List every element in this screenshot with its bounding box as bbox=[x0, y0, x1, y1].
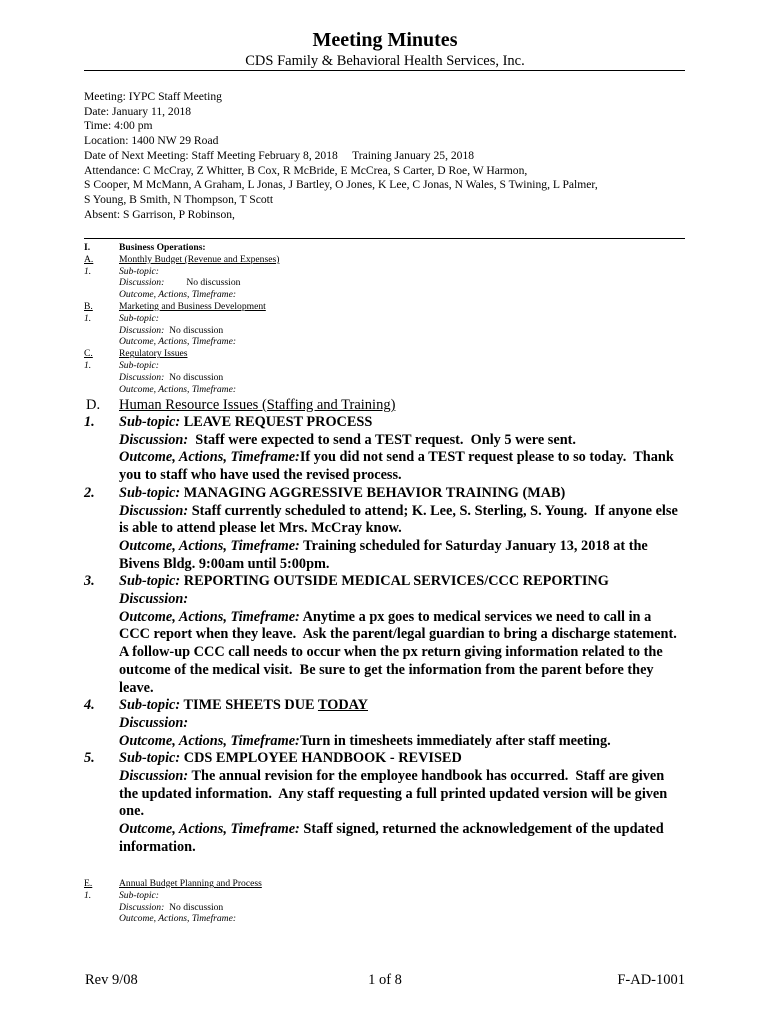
section-i-heading bbox=[84, 242, 684, 254]
discussion-label: Discussion: bbox=[119, 768, 189, 785]
section-e-subtopic bbox=[84, 890, 684, 902]
discussion-text: Staff currently scheduled to attend; K. Lee, S. Sterling, S. Young. If anyone else is able to attend please let Mrs. McCray know. bbox=[119, 502, 682, 537]
subtopic-title: MANAGING AGGRESSIVE BEHAVIOR TRAINING (MAB) bbox=[183, 484, 566, 501]
document-title: Meeting Minutes bbox=[312, 29, 458, 51]
section-letter: B. bbox=[84, 300, 93, 312]
section-b-heading bbox=[84, 301, 684, 313]
subtopic-label: Sub-topic: bbox=[119, 573, 181, 590]
subtopic-label: Sub-topic: bbox=[119, 414, 181, 430]
meeting-time: Time: 4:00 pm bbox=[84, 119, 153, 133]
absent-list: Absent: S Garrison, P Robinson, bbox=[84, 207, 235, 221]
footer-revision: Rev 9/08 bbox=[85, 972, 138, 988]
discussion-value: No discussion bbox=[169, 901, 224, 913]
section-a-heading bbox=[84, 254, 684, 266]
section-number: I. bbox=[84, 242, 91, 253]
section-letter: D. bbox=[86, 397, 101, 413]
attendance-line-3: S Young, B Smith, N Thompson, T Scott bbox=[84, 192, 274, 206]
section-c-outcome bbox=[84, 384, 684, 396]
hr-item-3 bbox=[84, 573, 684, 697]
discussion-value: No discussion bbox=[169, 371, 224, 383]
attendance-line-2: S Cooper, M McMann, A Graham, L Jonas, J Bartley, O Jones, K Lee, C Jonas, N Wales, S Twining, L Palmer, bbox=[84, 178, 598, 192]
subtopic-title: CDS EMPLOYEE HANDBOOK - REVISED bbox=[183, 750, 462, 767]
item-number: 1. bbox=[84, 265, 92, 277]
section-title: Human Resource Issues (Staffing and Training) bbox=[119, 397, 396, 413]
outcome-text: If you did not send a TEST request please to so today. Thank you to staff who have used the revised process. bbox=[119, 449, 678, 484]
section-e-discussion bbox=[84, 902, 684, 914]
subtopic-emphasis: TODAY bbox=[317, 697, 368, 714]
outcome-label: Outcome, Actions, Timeframe: bbox=[119, 289, 237, 301]
discussion-text: Staff were expected to send a TEST request. Only 5 were sent. bbox=[195, 431, 576, 448]
item-number: 1. bbox=[84, 414, 95, 430]
discussion-label: Discussion: bbox=[119, 901, 165, 913]
discussion-label: Discussion: bbox=[119, 714, 189, 731]
section-c-subtopic bbox=[84, 360, 684, 372]
next-meeting: Date of Next Meeting: Staff Meeting February 8, 2018 Training January 25, 2018 bbox=[84, 148, 475, 162]
subtopic-label: Sub-topic: bbox=[119, 889, 159, 901]
discussion-label: Discussion: bbox=[119, 324, 165, 336]
hr-item-2 bbox=[84, 485, 684, 574]
outcome-label: Outcome, Actions, Timeframe: bbox=[119, 449, 300, 466]
subtopic-label: Sub-topic: bbox=[119, 312, 159, 324]
hr-items-list bbox=[84, 414, 684, 857]
section-letter: E. bbox=[84, 878, 93, 889]
section-c-discussion bbox=[84, 372, 684, 384]
meeting-name: Meeting: IYPC Staff Meeting bbox=[84, 90, 222, 103]
meeting-date: Date: January 11, 2018 bbox=[84, 104, 192, 118]
subtopic-title: REPORTING OUTSIDE MEDICAL SERVICES/CCC REPORTING bbox=[183, 573, 609, 590]
item-number: 1. bbox=[84, 312, 92, 324]
outcome-text: Training scheduled for Saturday January 13, 2018 at the Bivens Bldg. 9:00am until 5:00pm. bbox=[119, 537, 648, 572]
item-number: 4. bbox=[84, 697, 95, 714]
outcome-label: Outcome, Actions, Timeframe: bbox=[119, 821, 300, 838]
meeting-header bbox=[84, 90, 684, 222]
section-title: Regulatory Issues bbox=[119, 348, 188, 360]
item-number: 2. bbox=[84, 484, 95, 501]
subtopic-label: Sub-topic: bbox=[119, 265, 159, 277]
subtopic-label: Sub-topic: bbox=[119, 359, 159, 371]
section-a-outcome bbox=[84, 289, 684, 301]
outcome-label: Outcome, Actions, Timeframe: bbox=[119, 913, 237, 925]
discussion-value: No discussion bbox=[186, 277, 241, 289]
section-letter: A. bbox=[84, 253, 94, 265]
item-number: 1. bbox=[84, 359, 92, 371]
section-e-block bbox=[84, 878, 684, 925]
discussion-label: Discussion: bbox=[119, 431, 189, 448]
discussion-text: The annual revision for the employee handbook has occurred. Staff are given the updated information. Any staff requesting a full printed updated version will be given one. bbox=[119, 768, 671, 820]
header-divider bbox=[84, 238, 685, 239]
discussion-label: Discussion: bbox=[119, 277, 165, 289]
section-e-outcome bbox=[84, 913, 684, 925]
section-title: Business Operations: bbox=[119, 242, 206, 253]
attendance-line-1: Attendance: C McCray, Z Whitter, B Cox, R McBride, E McCrea, S Carter, D Roe, W Harmon, bbox=[84, 163, 528, 177]
outcome-label: Outcome, Actions, Timeframe: bbox=[119, 383, 237, 395]
hr-item-5 bbox=[84, 750, 684, 856]
section-b-discussion bbox=[84, 325, 684, 337]
section-title: Monthly Budget (Revenue and Expenses) bbox=[119, 253, 280, 265]
outcome-label: Outcome, Actions, Timeframe: bbox=[119, 608, 300, 625]
title-divider bbox=[84, 70, 685, 71]
discussion-value: No discussion bbox=[169, 324, 224, 336]
meeting-location: Location: 1400 NW 29 Road bbox=[84, 134, 219, 148]
footer-page-number: 1 of 8 bbox=[368, 972, 402, 988]
item-number: 1. bbox=[84, 889, 92, 901]
subtopic-title: TIME SHEETS DUE bbox=[183, 697, 315, 714]
outcome-text: Staff signed, returned the acknowledgement of the updated information. bbox=[119, 821, 664, 855]
outcome-label: Outcome, Actions, Timeframe: bbox=[119, 732, 300, 749]
discussion-label: Discussion: bbox=[119, 371, 165, 383]
section-b-subtopic bbox=[84, 313, 684, 325]
outcome-text: Turn in timesheets immediately after staff meeting. bbox=[299, 732, 611, 749]
organization-name: CDS Family & Behavioral Health Services, Inc. bbox=[245, 53, 525, 69]
discussion-label: Discussion: bbox=[119, 591, 189, 608]
section-a-discussion bbox=[84, 277, 684, 289]
discussion-label: Discussion: bbox=[119, 502, 189, 519]
section-e-heading bbox=[84, 878, 684, 890]
outcome-label: Outcome, Actions, Timeframe: bbox=[119, 537, 300, 554]
hr-item-4 bbox=[84, 697, 684, 750]
section-c-heading bbox=[84, 348, 684, 360]
subtopic-title: LEAVE REQUEST PROCESS bbox=[183, 414, 373, 430]
section-letter: C. bbox=[84, 348, 93, 360]
item-number: 5. bbox=[84, 750, 95, 767]
section-title: Annual Budget Planning and Process bbox=[119, 878, 262, 889]
footer-form-id: F-AD-1001 bbox=[617, 972, 685, 988]
subtopic-label: Sub-topic: bbox=[119, 697, 181, 714]
business-operations-block bbox=[84, 242, 684, 395]
hr-item-1 bbox=[84, 414, 684, 485]
section-a-subtopic bbox=[84, 266, 684, 278]
section-title: Marketing and Business Development bbox=[119, 300, 266, 312]
subtopic-label: Sub-topic: bbox=[119, 484, 181, 501]
outcome-label: Outcome, Actions, Timeframe: bbox=[119, 336, 237, 348]
item-number: 3. bbox=[84, 573, 95, 590]
section-b-outcome bbox=[84, 336, 684, 348]
outcome-text: Anytime a px goes to medical services we need to call in a CCC report when they leave. Ask the parent/legal guardian to bring a discharge statement. A follow-up CCC call needs to occur when the px return giving information related to the outcome of the medical visit. Be sure to get the information from the parent before they leave. bbox=[119, 608, 684, 696]
subtopic-label: Sub-topic: bbox=[119, 750, 181, 767]
